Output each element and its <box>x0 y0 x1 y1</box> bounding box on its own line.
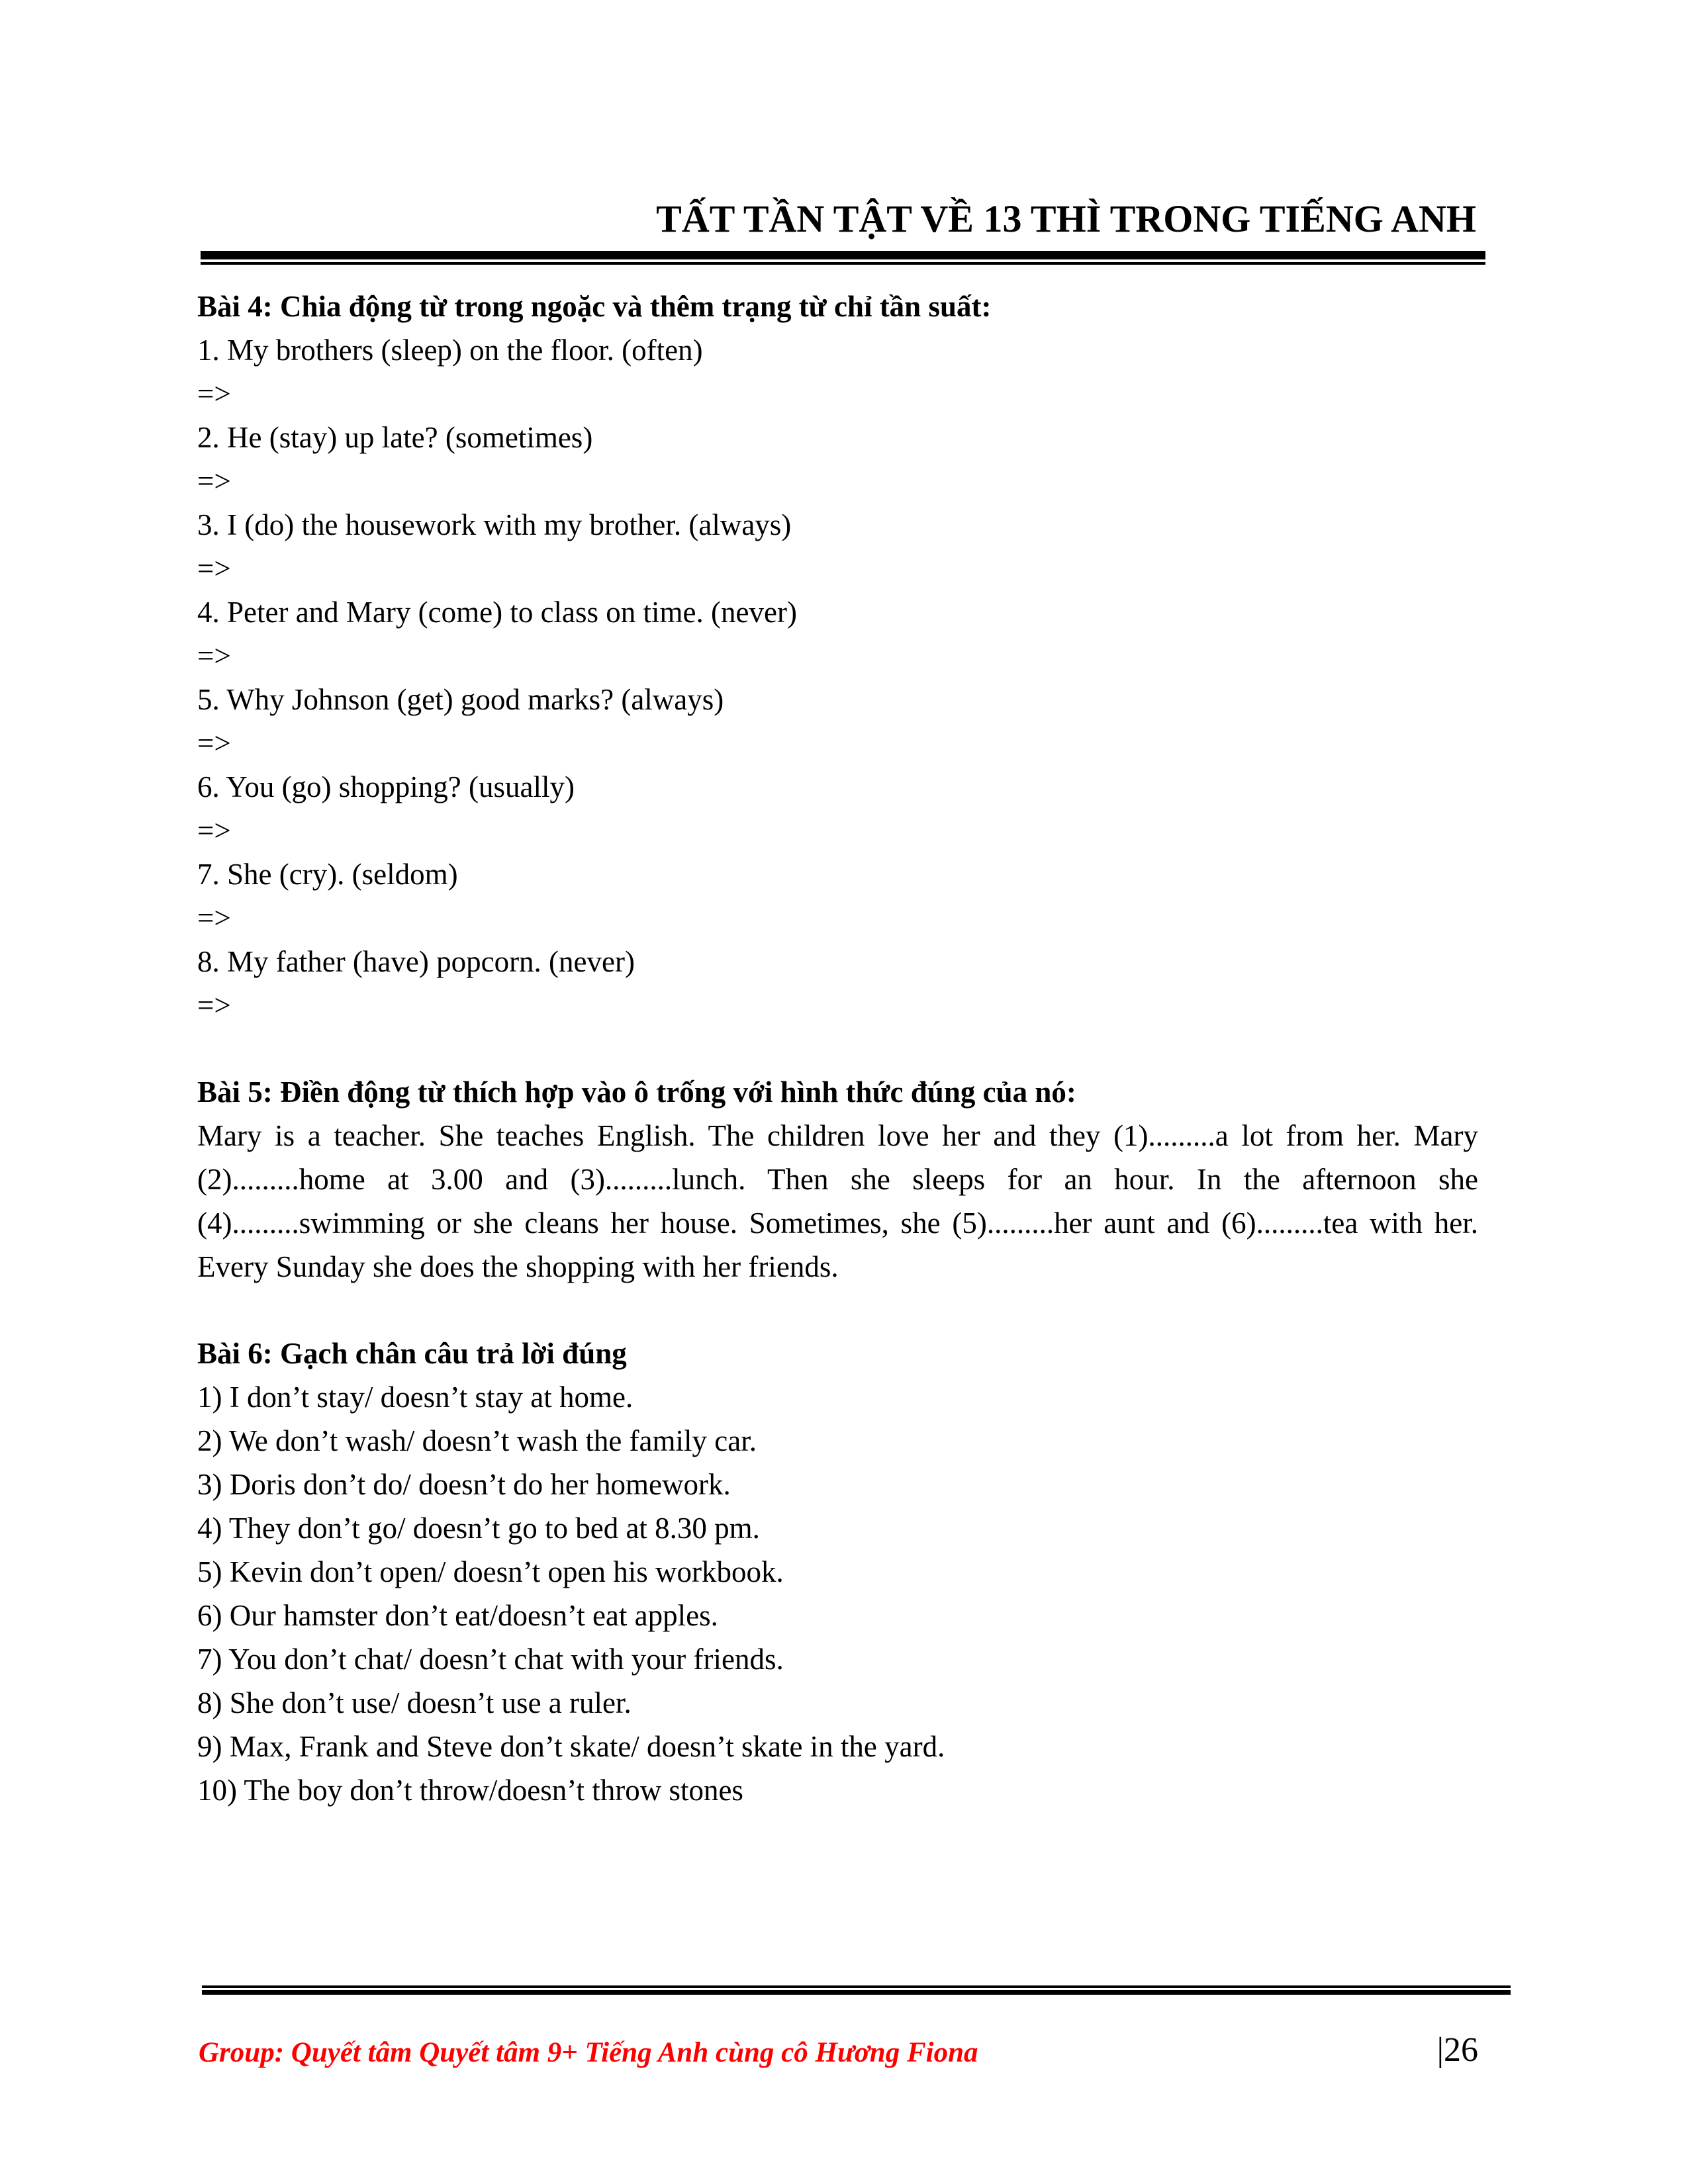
answer-marker: => <box>197 814 231 847</box>
exercise-6 <box>197 1332 1478 1812</box>
answer-marker: => <box>197 639 231 672</box>
page-content <box>197 285 1478 1812</box>
exercise-6-item: 10) The boy don’t throw/doesn’t throw stones <box>197 1774 743 1807</box>
document-title: TẤT TẦN TẬT VỀ 13 THÌ TRONG TIẾNG ANH <box>656 197 1476 240</box>
exercise-6-item: 9) Max, Frank and Steve don’t skate/ doesn’t skate in the yard. <box>197 1730 945 1763</box>
exercise-5 <box>197 1070 1478 1289</box>
exercise-5-paragraph: Mary is a teacher. She teaches English. The children love her and they (1).........a lot from her. Mary (2).........home at 3.00 and (3).........lunch. Then she sleeps for an hour. In the afternoon she (4).........swimming or she cleans her house. Sometimes, she (5).........her aunt and (6).........tea with her. Every Sunday she does the shopping with her friends. <box>197 1119 1478 1283</box>
exercise-6-item: 2) We don’t wash/ doesn’t wash the family car. <box>197 1424 757 1457</box>
section-spacer <box>197 1289 1478 1332</box>
exercise-4-question: 7. She (cry). (seldom) <box>197 858 458 891</box>
exercise-4-question: 4. Peter and Mary (come) to class on time. (never) <box>197 596 797 629</box>
exercise-4-question: 8. My father (have) popcorn. (never) <box>197 945 635 978</box>
exercise-4-question: 3. I (do) the housework with my brother. (always) <box>197 508 792 541</box>
footer-group-name: Group: Quyết tâm Quyết tâm 9+ Tiếng Anh cùng cô Hương Fiona <box>199 2037 978 2068</box>
answer-marker: => <box>197 989 231 1022</box>
exercise-4-question: 5. Why Johnson (get) good marks? (always) <box>197 683 724 716</box>
page-number: |26 <box>1436 2031 1478 2069</box>
exercise-6-item: 8) She don’t use/ doesn’t use a ruler. <box>197 1686 632 1719</box>
exercise-4-heading: Bài 4: Chia động từ trong ngoặc và thêm trạng từ chỉ tần suất: <box>197 290 992 323</box>
header-rule-thick <box>201 251 1485 259</box>
header-rule-thin <box>201 262 1485 265</box>
exercise-6-item: 1) I don’t stay/ doesn’t stay at home. <box>197 1381 633 1414</box>
answer-marker: => <box>197 901 231 934</box>
exercise-4-question: 2. He (stay) up late? (sometimes) <box>197 421 593 454</box>
exercise-4-question: 1. My brothers (sleep) on the floor. (often) <box>197 334 703 367</box>
exercise-5-heading: Bài 5: Điền động từ thích hợp vào ô trống với hình thức đúng của nó: <box>197 1075 1076 1109</box>
exercise-6-item: 4) They don’t go/ doesn’t go to bed at 8.30 pm. <box>197 1512 760 1545</box>
answer-marker: => <box>197 727 231 760</box>
exercise-4 <box>197 285 1478 1027</box>
footer-rule-thick <box>202 1990 1511 1995</box>
exercise-6-item: 3) Doris don’t do/ doesn’t do her homework. <box>197 1468 731 1501</box>
exercise-6-item: 5) Kevin don’t open/ doesn’t open his workbook. <box>197 1555 784 1588</box>
answer-marker: => <box>197 552 231 585</box>
section-spacer <box>197 1027 1478 1070</box>
header-double-rule <box>201 251 1485 265</box>
exercise-4-question: 6. You (go) shopping? (usually) <box>197 770 575 803</box>
answer-marker: => <box>197 377 231 410</box>
answer-marker: => <box>197 465 231 498</box>
exercise-6-heading: Bài 6: Gạch chân câu trả lời đúng <box>197 1337 627 1370</box>
footer-double-rule <box>202 1985 1511 1996</box>
exercise-6-item: 6) Our hamster don’t eat/doesn’t eat apples. <box>197 1599 718 1632</box>
exercise-6-item: 7) You don’t chat/ doesn’t chat with your friends. <box>197 1643 784 1676</box>
footer-rule-thin <box>202 1985 1511 1988</box>
